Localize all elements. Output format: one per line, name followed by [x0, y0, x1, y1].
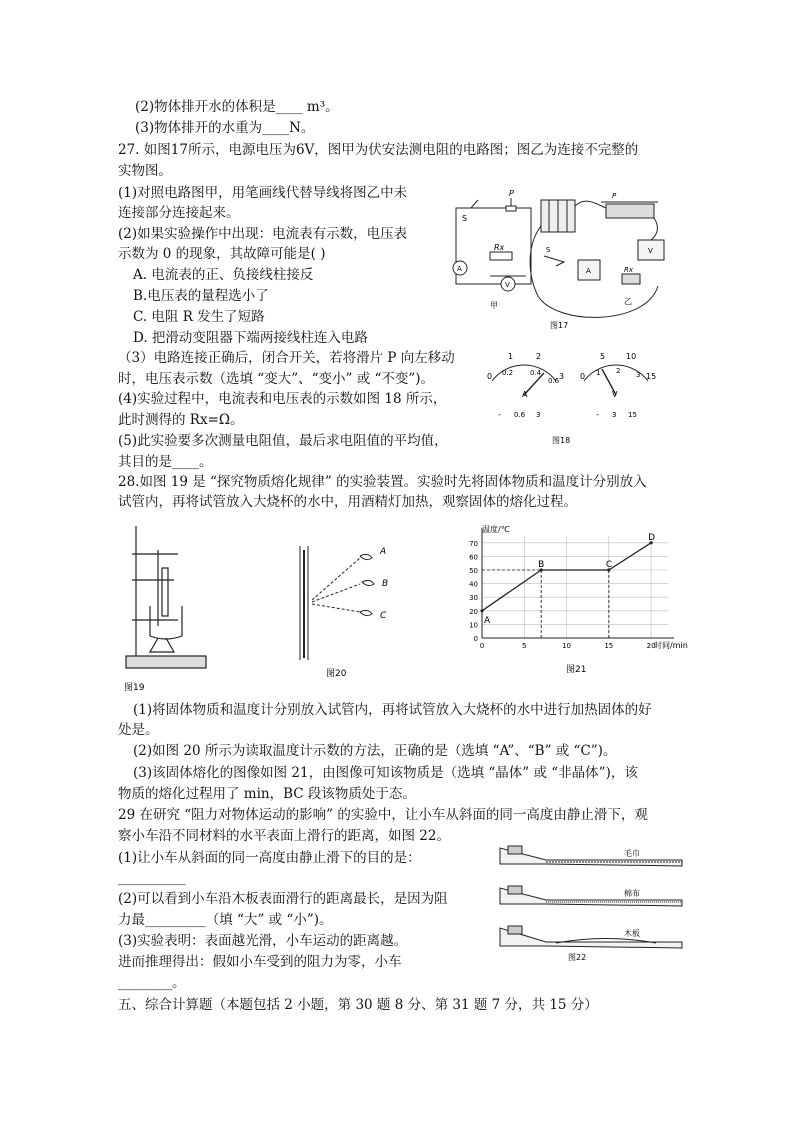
view-label-a: A — [380, 547, 387, 557]
ammeter-scale-tick: 0.2 — [502, 369, 514, 377]
figure-19 — [118, 520, 218, 695]
figure-jia-label: 甲 — [490, 301, 498, 310]
chart-y-tick-label: 30 — [469, 594, 478, 603]
text-line: (1)对照电路图甲，用笔画线代替导线将图乙中未 — [118, 185, 408, 201]
option-d: D. 把滑动变阻器下端两接线柱连入电路 — [133, 330, 368, 346]
text-line: 处是。 — [118, 722, 159, 738]
chart-point-label: B — [538, 560, 545, 570]
text-line: (3)该固体熔化的图像如图 21，由图像可知该物质是（选填 “晶体” 或 “非晶体”)，该 — [133, 765, 638, 781]
figure-20 — [290, 540, 400, 680]
resistor-label: Rx — [494, 243, 505, 252]
ammeter-scale-tick: 1 — [508, 352, 514, 361]
voltmeter-terminal: - — [596, 410, 599, 419]
switch-label: S — [462, 214, 468, 223]
view-label-b: B — [382, 579, 389, 589]
surface-towel-label: 毛巾 — [624, 849, 640, 858]
text-line: ________。 — [118, 975, 186, 991]
view-label-c: C — [380, 611, 387, 621]
slider-label: P — [509, 189, 514, 198]
question-29: 29 在研究 “阻力对物体运动的影响” 的实验中，让小车从斜面的同一高度由静止滑下，观 — [118, 807, 648, 823]
slider-label: P — [612, 192, 617, 200]
resistor-label: Rx — [624, 266, 634, 274]
figure-17-caption: 图17 — [550, 321, 569, 330]
text-line: (3)实验表明：表面越光滑，小车运动的距离越。 — [118, 933, 408, 949]
figure-22-caption: 图22 — [568, 953, 587, 962]
chart-x-axis-label: 时间/min — [654, 641, 688, 650]
voltmeter-scale-tick: 10 — [626, 352, 637, 361]
voltmeter-symbol: V — [505, 281, 510, 289]
option-a: A. 电流表的正、负接线柱接反 — [133, 267, 314, 283]
chart-y-tick-label: 40 — [469, 580, 478, 589]
ammeter-scale-tick: 0 — [487, 372, 493, 381]
ammeter-scale-tick: 2 — [536, 352, 542, 361]
chart-y-tick-label: 70 — [469, 539, 478, 548]
ammeter-scale-tick: 0.6 — [548, 377, 560, 385]
text-line: (4)实验过程中，电流表和电压表的示数如图 18 所示， — [118, 391, 447, 407]
text-line: (2)如图 20 所示为读取温度计示数的方法，正确的是（选填 “A”、“B” 或 “C”)。 — [133, 743, 617, 759]
question-27: 27. 如图17所示，电源电压为6V，图甲为伏安法测电阻的电路图；图乙为连接不完整的 — [118, 142, 639, 158]
switch-label: S — [546, 246, 551, 254]
figure-18-caption: 图18 — [552, 436, 571, 445]
answer-blank: __________ — [118, 870, 186, 886]
ammeter-scale-tick: 3 — [559, 372, 565, 381]
section-5-heading: 五、综合计算题（本题包括 2 小题，第 30 题 8 分、第 31 题 7 分，共 15 分） — [118, 997, 598, 1013]
text-line: 察小车沿不同材料的水平表面上滑行的距离，如图 22。 — [118, 828, 450, 844]
text-line: (2)如果实验操作中出现：电流表有示数，电压表 — [118, 226, 408, 242]
figure-21-chart — [458, 520, 698, 680]
voltmeter-scale-tick: 3 — [636, 371, 641, 379]
ammeter-symbol: A — [586, 267, 591, 275]
ammeter-terminal: 3 — [536, 411, 541, 419]
chart-y-tick-label: 20 — [469, 607, 478, 616]
chart-x-tick-label: 15 — [604, 642, 614, 650]
chart-point — [480, 609, 483, 612]
text-line: 物质的熔化过程用了 min，BC 段该物质处于态。 — [118, 786, 416, 802]
text-line: 进而推理得出：假如小车受到的阻力为零，小车 — [118, 954, 402, 970]
surface-wood-label: 木板 — [624, 929, 640, 938]
chart-x-tick-label: 5 — [522, 642, 527, 650]
figure-20-caption: 图20 — [326, 669, 347, 679]
option-c: C. 电阻 R 发生了短路 — [133, 309, 265, 325]
ammeter-terminal: 0.6 — [514, 411, 526, 419]
ammeter-terminal: - — [498, 410, 501, 419]
chart-point-label: D — [648, 532, 656, 543]
text-line: 实物图。 — [118, 163, 172, 179]
ammeter-symbol: A — [457, 265, 462, 273]
voltmeter-scale-tick: 2 — [616, 367, 621, 375]
ammeter-unit: A — [522, 390, 528, 399]
voltmeter-scale-tick: 1 — [596, 369, 601, 377]
figure-19-caption: 图19 — [124, 683, 145, 693]
chart-x-tick-label: 0 — [479, 642, 485, 650]
chart-x-tick-label: 10 — [562, 642, 572, 650]
figure-18 — [484, 347, 664, 447]
chart-point-label: C — [605, 560, 613, 570]
voltmeter-scale-tick: 5 — [600, 352, 606, 361]
text-line: 此时测得的 Rx=Ω。 — [118, 412, 244, 428]
figure-yi-label: 乙 — [624, 297, 632, 306]
voltmeter-symbol: V — [648, 247, 653, 255]
voltmeter-terminal: 15 — [628, 411, 637, 419]
chart-y-axis-label: 温度/℃ — [482, 525, 510, 534]
chart-y-tick-label: 10 — [469, 621, 478, 630]
text-line: (5)此实验要多次测量电阻值，最后求电阻值的平均值， — [118, 433, 448, 449]
option-b: B.电压表的量程选小了 — [133, 288, 269, 304]
question-28: 28.如图 19 是 “探究物质熔化规律” 的实验装置。实验时先将固体物质和温度计分别放入 — [118, 474, 647, 490]
text-line: (1)让小车从斜面的同一高度由静止滑下的目的是： — [118, 850, 421, 866]
chart-x-tick-label: 20 — [646, 642, 656, 650]
chart-point-label: A — [484, 615, 491, 626]
text-line: （3）电路连接正确后，闭合开关，若将滑片 P 向左移动 — [118, 350, 455, 366]
text-line: 力最_________（填 “大” 或 “小”)。 — [118, 912, 333, 928]
figure-17 — [446, 186, 676, 334]
figure-21-caption: 图21 — [566, 665, 587, 675]
text-line: 试管内，再将试管放入大烧杯的水中，用酒精灯加热，观察固体的熔化过程。 — [118, 494, 577, 510]
chart-y-tick-label: 60 — [469, 553, 478, 562]
text-line: 时，电压表示数（选填 “变大”、“变小” 或 “不变”)。 — [118, 371, 435, 387]
surface-cotton-label: 棉布 — [624, 889, 640, 898]
text-line: (1)将固体物质和温度计分别放入试管内，再将试管放入大烧杯的水中进行加热固体的好 — [133, 702, 652, 718]
voltmeter-unit: V — [612, 390, 618, 399]
figure-22 — [496, 842, 686, 964]
voltmeter-terminal: 3 — [612, 411, 617, 419]
text-line: 连接部分连接起来。 — [118, 205, 240, 221]
text-line: (3)物体排开的水重为____N。 — [135, 120, 315, 136]
text-line: (2)物体排开水的体积是____ m³。 — [135, 99, 339, 115]
chart-y-tick-label: 0 — [473, 635, 478, 643]
chart-y-tick-label: 50 — [469, 567, 478, 575]
voltmeter-scale-tick: 0 — [580, 372, 586, 381]
ammeter-scale-tick: 0.4 — [530, 369, 542, 377]
voltmeter-scale-tick: 15 — [646, 372, 657, 381]
text-line: (2)可以看到小车沿木板表面滑行的距离最长，是因为阻 — [118, 891, 448, 907]
text-line: 示数为 0 的现象，其故障可能是( ) — [118, 246, 326, 262]
text-line: 其目的是____。 — [118, 454, 213, 470]
